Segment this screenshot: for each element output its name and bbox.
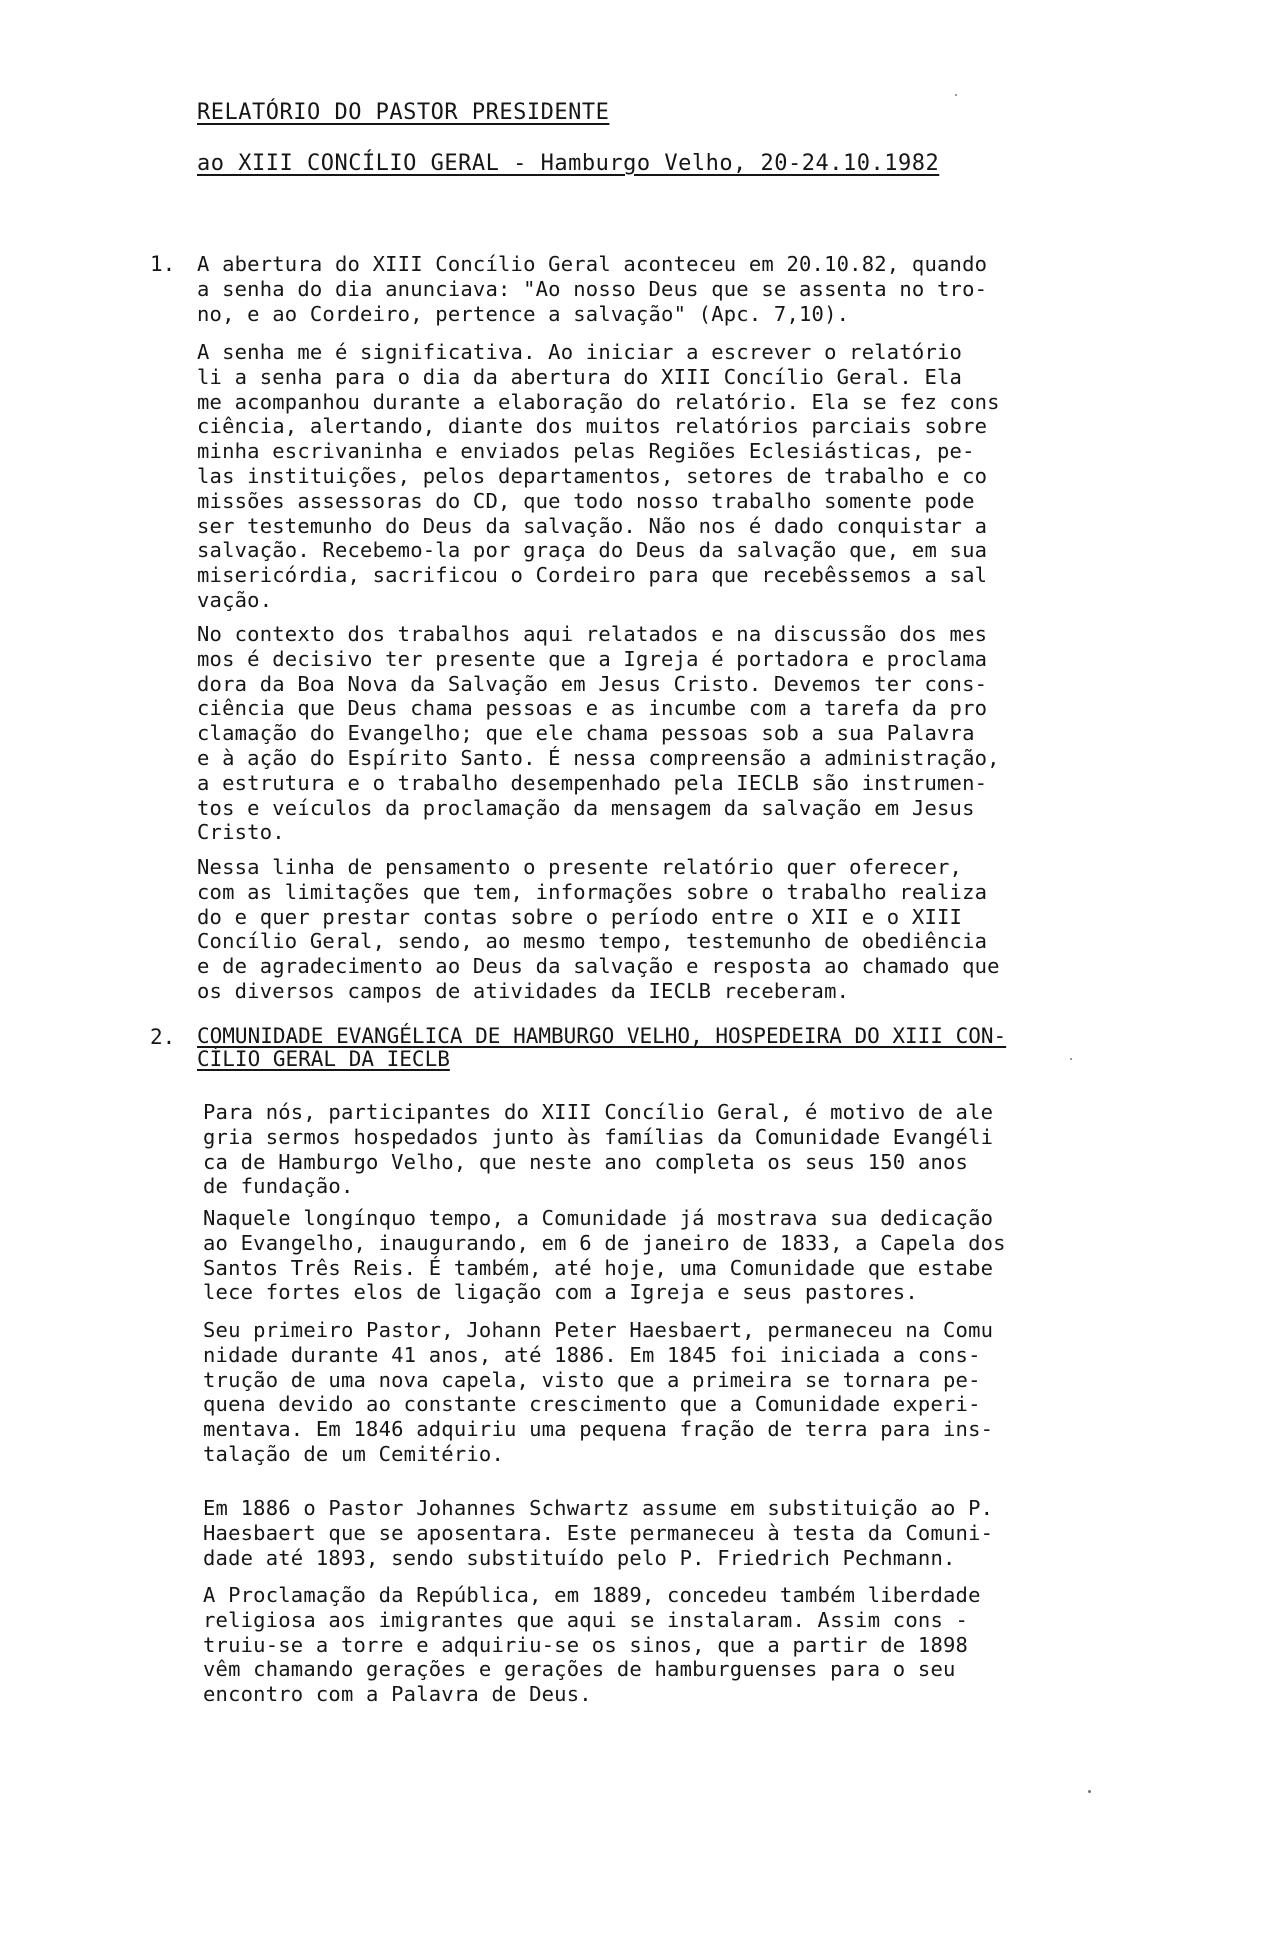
section-2-number: 2. [150, 1025, 176, 1049]
section-2-paragraph-3: Seu primeiro Pastor, Johann Peter Haesbaert, permaneceu na Comu nidade durante 41 anos, até 1886. Em 1845 foi iniciada a cons- trução de uma nova capela, visto que a primeira se tornara pe- quena devido ao constante crescimento que a Comunidade experi- mentava. Em 1846 adquiriu uma pequena fração de terra para ins- talação de um Cemitério. [203, 1318, 994, 1466]
section-1-paragraph-2: A senha me é significativa. Ao iniciar a escrever o relatório li a senha para o dia da abertura do XIII Concílio Geral. Ela me acompanhou durante a elaboração do relatório. Ela se fez cons ciência, alertando, diante dos muitos relatórios parciais sobre minha escrivaninha e enviados pelas Regiões Eclesiásticas, pe- las instituições, pelos departamentos, setores de trabalho e co missões assessoras do CD, que todo nosso trabalho somente pode ser testemunho do Deus da salvação. Não nos é dado conquistar a salvação. Recebemo-la por graça do Deus da salvação que, em sua misericórdia, sacrificou o Cordeiro para que recebêssemos a sal vação. [197, 340, 1000, 612]
scan-speck [955, 94, 957, 96]
section-2-paragraph-4: Em 1886 o Pastor Johannes Schwartz assume em substituição ao P. Haesbaert que se aposentara. Este permaneceu à testa da Comuni- dade até 1893, sendo substituído pelo P. Friedrich Pechmann. [203, 1496, 994, 1570]
section-1-number: 1. [150, 252, 176, 276]
section-2-heading: COMUNIDADE EVANGÉLICA DE HAMBURGO VELHO, HOSPEDEIRA DO XIII CON- CÍLIO GERAL DA IECLB [197, 1024, 1007, 1071]
scan-speck [1070, 1058, 1072, 1060]
scan-speck [1088, 1790, 1091, 1793]
section-2-paragraph-1: Para nós, participantes do XIII Concílio Geral, é motivo de ale gria sermos hospedados junto às famílias da Comunidade Evangéli ca de Hamburgo Velho, que neste ano completa os seus 150 anos de fundação. [203, 1100, 994, 1199]
section-2-paragraph-2: Naquele longínquo tempo, a Comunidade já mostrava sua dedicação ao Evangelho, inaugurando, em 6 de janeiro de 1833, a Capela dos Santos Três Reis. É também, até hoje, uma Comunidade que estabe lece fortes elos de ligação com a Igreja e seus pastores. [203, 1206, 1006, 1305]
section-1-paragraph-1: A abertura do XIII Concílio Geral aconteceu em 20.10.82, quando a senha do dia anunciava: "Ao nosso Deus que se assenta no tro- no, e ao Cordeiro, pertence a salvação" (Apc. 7,10). [197, 252, 988, 326]
section-2-paragraph-5: A Proclamação da República, em 1889, concedeu também liberdade religiosa aos imigrantes que aqui se instalaram. Assim cons - truiu-se a torre e adquiriu-se os sinos, que a partir de 1898 vêm chamando gerações e gerações de hamburguenses para o seu encontro com a Palavra de Deus. [203, 1583, 981, 1707]
report-title: RELATÓRIO DO PASTOR PRESIDENTE [197, 100, 610, 125]
report-subtitle: ao XIII CONCÍLIO GERAL - Hamburgo Velho, 20-24.10.1982 [197, 151, 940, 176]
section-1-paragraph-3: No contexto dos trabalhos aqui relatados e na discussão dos mes mos é decisivo ter presente que a Igreja é portadora e proclama dora da Boa Nova da Salvação em Jesus Cristo. Devemos ter cons- ciência que Deus chama pessoas e as incumbe com a tarefa da pro clamação do Evangelho; que ele chama pessoas sob a sua Palavra e à ação do Espírito Santo. É nessa compreensão a administração, a estrutura e o trabalho desempenhado pela IECLB são instrumen- tos e veículos da proclamação da mensagem da salvação em Jesus Cristo. [197, 622, 1000, 845]
section-1-paragraph-4: Nessa linha de pensamento o presente relatório quer oferecer, com as limitações que tem, informações sobre o trabalho realiza do e quer prestar contas sobre o período entre o XII e o XIII Concílio Geral, sendo, ao mesmo tempo, testemunho de obediência e de agradecimento ao Deus da salvação e resposta ao chamado que os diversos campos de atividades da IECLB receberam. [197, 855, 1000, 1003]
